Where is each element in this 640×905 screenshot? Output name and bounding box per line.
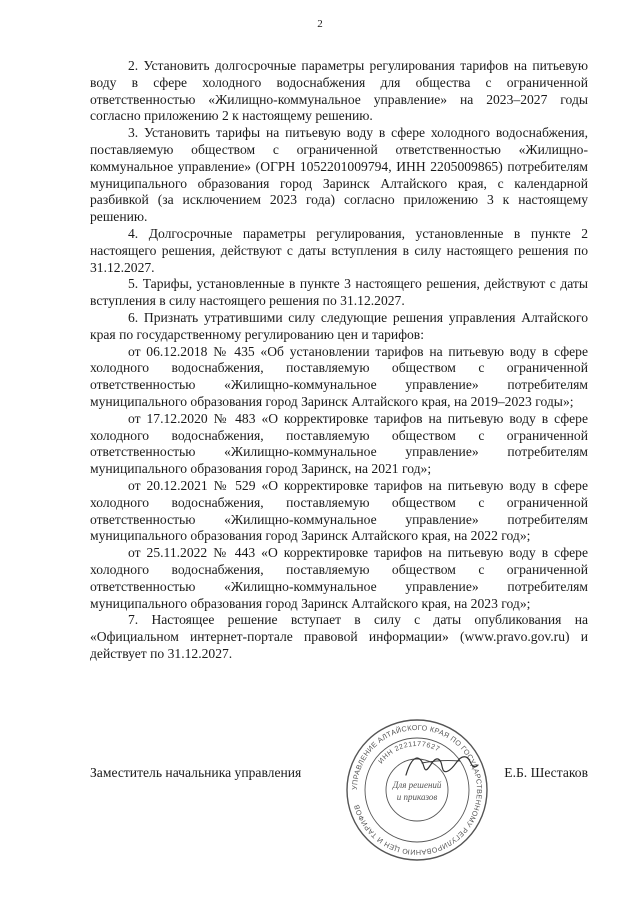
paragraph-item-6: 6. Признать утратившими силу следующие решения управления Алтайского края по государственному регулированию цен и тарифов: [90,309,588,342]
paragraph-item-2: 2. Установить долгосрочные параметры регулирования тарифов на питьевую воду в сфере холодного водоснабжения для общества с ограниченной ответственностью «Жилищно-коммунальное управление» на 2023–2027 годы согласно приложению 2 к настоящему решению. [90,58,588,124]
seal-center-line1: Для решений [392,780,442,790]
paragraph-item-3: 3. Установить тарифы на питьевую воду в сфере холодного водоснабжения, поставляемую обществом с ограниченной ответственностью «Жилищно-коммунальное управление» (ОГРН 1052201009794, ИНН 2205009865) потребителям муниципального образования город Заринск Алтайского края, с календарной разбивкой (за исключением 2023 года) согласно приложению 3 к настоящему решению. [90,125,588,225]
paragraph-item-5: 5. Тарифы, установленные в пункте 3 настоящего решения, действуют с даты вступления в силу настоящего решения по 31.12.2027. [90,276,588,309]
seal-ring-text: УПРАВЛЕНИЕ АЛТАЙСКОГО КРАЯ ПО ГОСУДАРСТВЕННОМУ РЕГУЛИРОВАНИЮ ЦЕН И ТАРИФОВ [349,722,485,858]
repealed-decision-2018: от 06.12.2018 № 435 «Об установлении тарифов на питьевую воду в сфере холодного водоснабжения, поставляемую обществом с ограниченной ответственностью «Жилищно-коммунальное управление» потребителям муниципального образования город Заринск Алтайского края, на 2019–2023 годы»; [90,343,588,409]
repealed-decision-2020: от 17.12.2020 № 483 «О корректировке тарифов на питьевую воду в сфере холодного водоснабжения, поставляемую обществом с ограниченной ответственностью «Жилищно-коммунальное управление» потребителям муниципального образования город Заринск, на 2021 год»; [90,410,588,477]
signatory-position: Заместитель начальника управления [90,765,302,780]
handwritten-signature [402,745,482,785]
page-number: 2 [317,18,323,30]
repealed-decision-2022: от 25.11.2022 № 443 «О корректировке тарифов на питьевую воду в сфере холодного водоснабжения, поставляемую обществом с ограниченной ответственностью «Жилищно-коммунальное управление» потребителям муниципального образования город Заринск Алтайского края, на 2023 год»; [90,545,588,611]
signatory-name: Е.Б. Шестаков [504,765,588,780]
seal-center-line2: и приказов [396,792,438,802]
paragraph-item-7: 7. Настоящее решение вступает в силу с даты опубликования на «Официальном интернет-портале правовой информации» (www.pravo.gov.ru) и действует по 31.12.2027. [90,612,588,661]
repealed-decision-2021: от 20.12.2021 № 529 «О корректировке тарифов на питьевую воду в сфере холодного водоснабжения, поставляемую обществом с ограниченной ответственностью «Жилищно-коммунальное управление» потребителям муниципального образования город Заринск Алтайского края, на 2022 год»; [90,477,588,544]
official-seal [342,715,492,865]
paragraph-item-4: 4. Долгосрочные параметры регулирования, установленные в пункте 2 настоящего решения, действуют с даты вступления в силу настоящего решения по 31.12.2027. [90,225,588,275]
seal-inn: ИНН 2221177627 [377,740,441,766]
document-body [90,58,588,663]
